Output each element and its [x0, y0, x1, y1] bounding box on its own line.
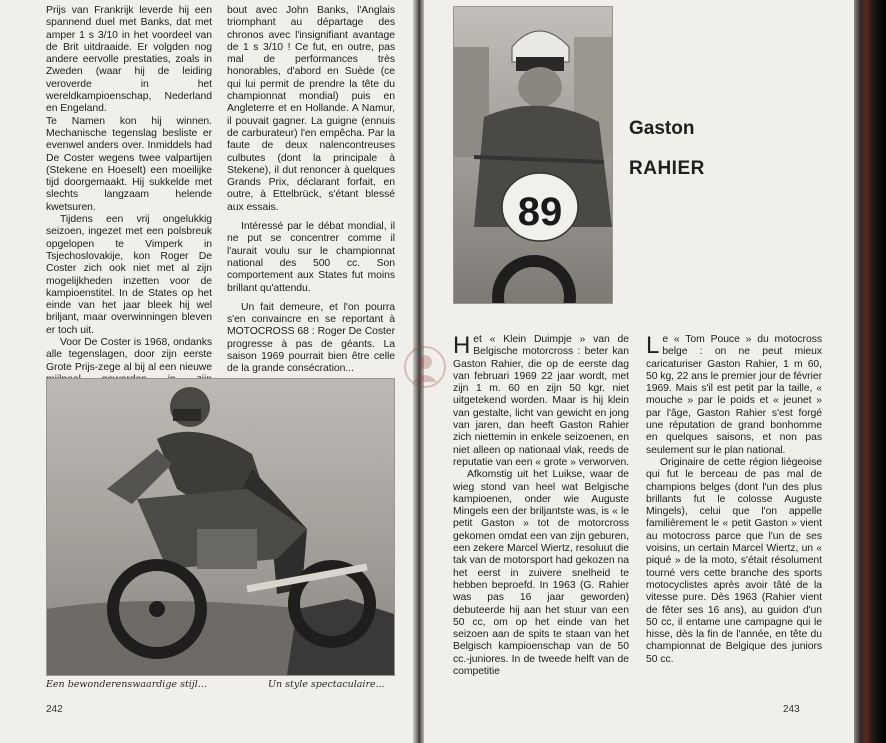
gaston-rahier-portrait-photo [453, 6, 613, 304]
paragraph: Originaire de cette région liégeoise qui fut le berceau de pas mal de champions belges (dont l'un des plus brillants fut le colosse Auguste Mingels), celui que l'on appelle familièrement le « petit Gaston » vient au motocross parce que l'un de ses voisins, un certain Marcel Wiertz, un « piqué » de la moto, s'était résolument tourné vers cette branche des sports motocyclistes après avoir tâté de la vitesse pure. Dès 1963 (Rahier vient de fêter ses 16 ans), au guidon d'un 50 cc, il entame une campagne qui le hisse, dès la fin de l'année, en tête du championnat de Belgique des juniors 50 cc. [646, 456, 822, 665]
drop-cap: L [646, 332, 660, 359]
left-column-french [227, 5, 395, 376]
article-title-last-name: RAHIER [629, 158, 705, 179]
photo-caption-dutch: Een bewonderenswaardige stijl... [46, 679, 207, 690]
left-page [0, 0, 413, 743]
drop-cap: H [453, 332, 471, 359]
photo-caption-french: Un style spectaculaire... [268, 679, 385, 690]
library-stamp-icon [402, 344, 448, 390]
motocross-rider-photo [46, 378, 395, 676]
page-number: 243 [783, 704, 800, 715]
paragraph: Afkomstig uit het Luikse, waar de wieg stond van heel wat Belgische kampioenen, onder wie Auguste Mingels een der briljantste was, is « le petit Gaston » tot de motorcross gekomen omdat een van zijn geburen, een zekere Marcel Wiertz, resoluut die tak van de motorsport had gekozen na het eerst in zuivere snelheid te hebben beproefd. In 1963 (G. Rahier was pas 16 jaar geworden) debuteerde hij aan het stuur van een 50 cc, om op het einde van het seizoen aan de spits te staan van het Belgisch kampioenschap van de 50 cc.-juniores. In de tweede helft van de competitie [453, 469, 629, 678]
paragraph: Voor De Coster is 1968, ondanks alle tegenslagen, door zijn eerste Grote Prijs-zege al bij al een nieuwe [46, 337, 212, 373]
paragraph: e « Tom Pouce » du motocross belge : on ne peut mieux caricaturiser Gaston Rahier, 1 m 60, 50 kg, 22 ans le premier jour de février 1969. Mais s'il est petit par la taille, « mouche » par le poids et « jeunet » par l'âge, Gaston Rahier s'est forgé une réputation de grand bonhomme en quelques saisons, et non pas seulement sur le plan national. [646, 334, 822, 456]
paragraph: et « Klein Duimpje » van de Belgische motorcross : beter kan Gaston Rahier, die op de eerste dag van februari 1969 22 jaar wordt, met zijn 1 m. 60 en zijn 50 kgr. niet uitgetekend worden. Maar is hij klein van gestalte, licht van gewicht en jong van jaren, dan heeft Gaston Rahier zich niettemin in enkele seizoenen, en niet alleen op nationaal vlak, reeds de reputatie van een « grote » verworven. [453, 334, 630, 468]
bike-number-plate: 89 [517, 190, 563, 234]
paragraph: Un fait demeure, et l'on pourra s'en convaincre en se reportant à MOTOCROSS 68 : Roger De Coster progresse à pas de géants. La saison 1969 pourrait bien être celle de la grande consécration... [227, 301, 395, 375]
paragraph: Tijdens een vrij ongelukkig seizoen, ingezet met een polsbreuk opgelopen te Vimperk in Tsjechoslovakije, kon Roger De Coster zich ook niet met al zijn mogelijkheden inzetten voor de kampioenstitel. In de States op het einde van het jaar bleek hij wel briljant, maar overwinningen bleven er toch uit. [46, 214, 212, 336]
paragraph: Intéressé par le débat mondial, il ne put se concentrer comme il l'aurait voulu sur le championnat national des 500 cc. Son comportement aux States fut moins brillant qu'attendu. [227, 221, 395, 294]
right-column-french [646, 334, 822, 666]
right-page [424, 0, 854, 743]
right-column-dutch [453, 334, 629, 678]
left-column-dutch [46, 5, 212, 399]
page-number: 242 [46, 704, 63, 715]
paragraph: Prijs van Frankrijk leverde hij een spannend duel met Banks, dat met amper 1 s 3/10 in het voordeel van de Brit uitdraaide. Er volgden nog andere eervolle prestaties, zoals in Zweden (waar hij de leiding veroverde in het wereldkampioenschap, Nederland en Engeland. [46, 5, 212, 115]
book-edge [854, 0, 886, 743]
paragraph: Te Namen kon hij winnen. Mechanische tegenslag besliste er evenwel anders over. Inmiddels had De Coster wegens twee valpartijen (Stekene en Hoeselt) een moeilijke tijd doorgemaakt. Hij sukkelde met slechts langzaam helende kwetsuren. [46, 115, 212, 213]
paragraph: bout avec John Banks, l'Anglais triomphant au départage des chronos avec l'insignifiant avantage de 1 s 3/10 ! Ce fut, en outre, pas mal de performances très honorables, d'abord en Suède (ce qui lui permit de prendre la tête du championnat mondial) puis en Angleterre et en Hollande. A Namur, il pouvait gagner. La guigne (ennuis de carburateur) l'en empêcha. Par la faute de deux nalencontreuses culbutes (dont la principale à Stekene), il dut renoncer à quelques Grands Prix, déclarant forfait, en outre, à Ettelbrück, s'étant blessé aux essais. [227, 5, 395, 213]
article-title-first-name: Gaston [629, 118, 695, 139]
